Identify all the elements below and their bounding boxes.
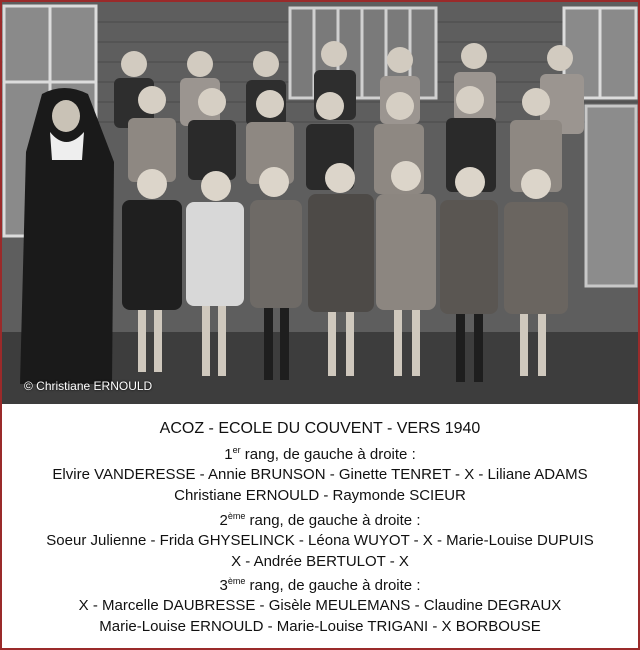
- photo-illustration: [2, 2, 638, 404]
- row3-names-line1: X - Marcelle DAUBRESSE - Gisèle MEULEMANS - Claudine DEGRAUX: [78, 597, 562, 614]
- row2-names-line2: X - Andrée BERTULOT - X: [231, 553, 409, 570]
- photo-caption: [2, 404, 638, 648]
- row3-names-line2: Marie-Louise ERNOULD - Marie-Louise TRIGANI - X BORBOUSE: [99, 618, 541, 635]
- row1-names-line2: Christiane ERNOULD - Raymonde SCIEUR: [174, 487, 466, 504]
- caption-title: ACOZ - ECOLE DU COUVENT - VERS 1940: [159, 420, 481, 437]
- nun-figure: [20, 88, 114, 384]
- row3-heading: 3ème rang, de gauche à droite :: [219, 576, 421, 594]
- row2-heading: 2ème rang, de gauche à droite :: [219, 511, 421, 529]
- row1-heading: 1er rang, de gauche à droite :: [224, 445, 416, 463]
- row1-names-line1: Elvire VANDERESSE - Annie BRUNSON - Ginette TENRET - X - Liliane ADAMS: [52, 466, 588, 483]
- class-photograph: [2, 2, 638, 404]
- door: [586, 106, 636, 286]
- row2-names-line1: Soeur Julienne - Frida GHYSELINCK - Léona WUYOT - X - Marie-Louise DUPUIS: [46, 532, 594, 549]
- photo-credit: © Christiane ERNOULD: [24, 379, 153, 393]
